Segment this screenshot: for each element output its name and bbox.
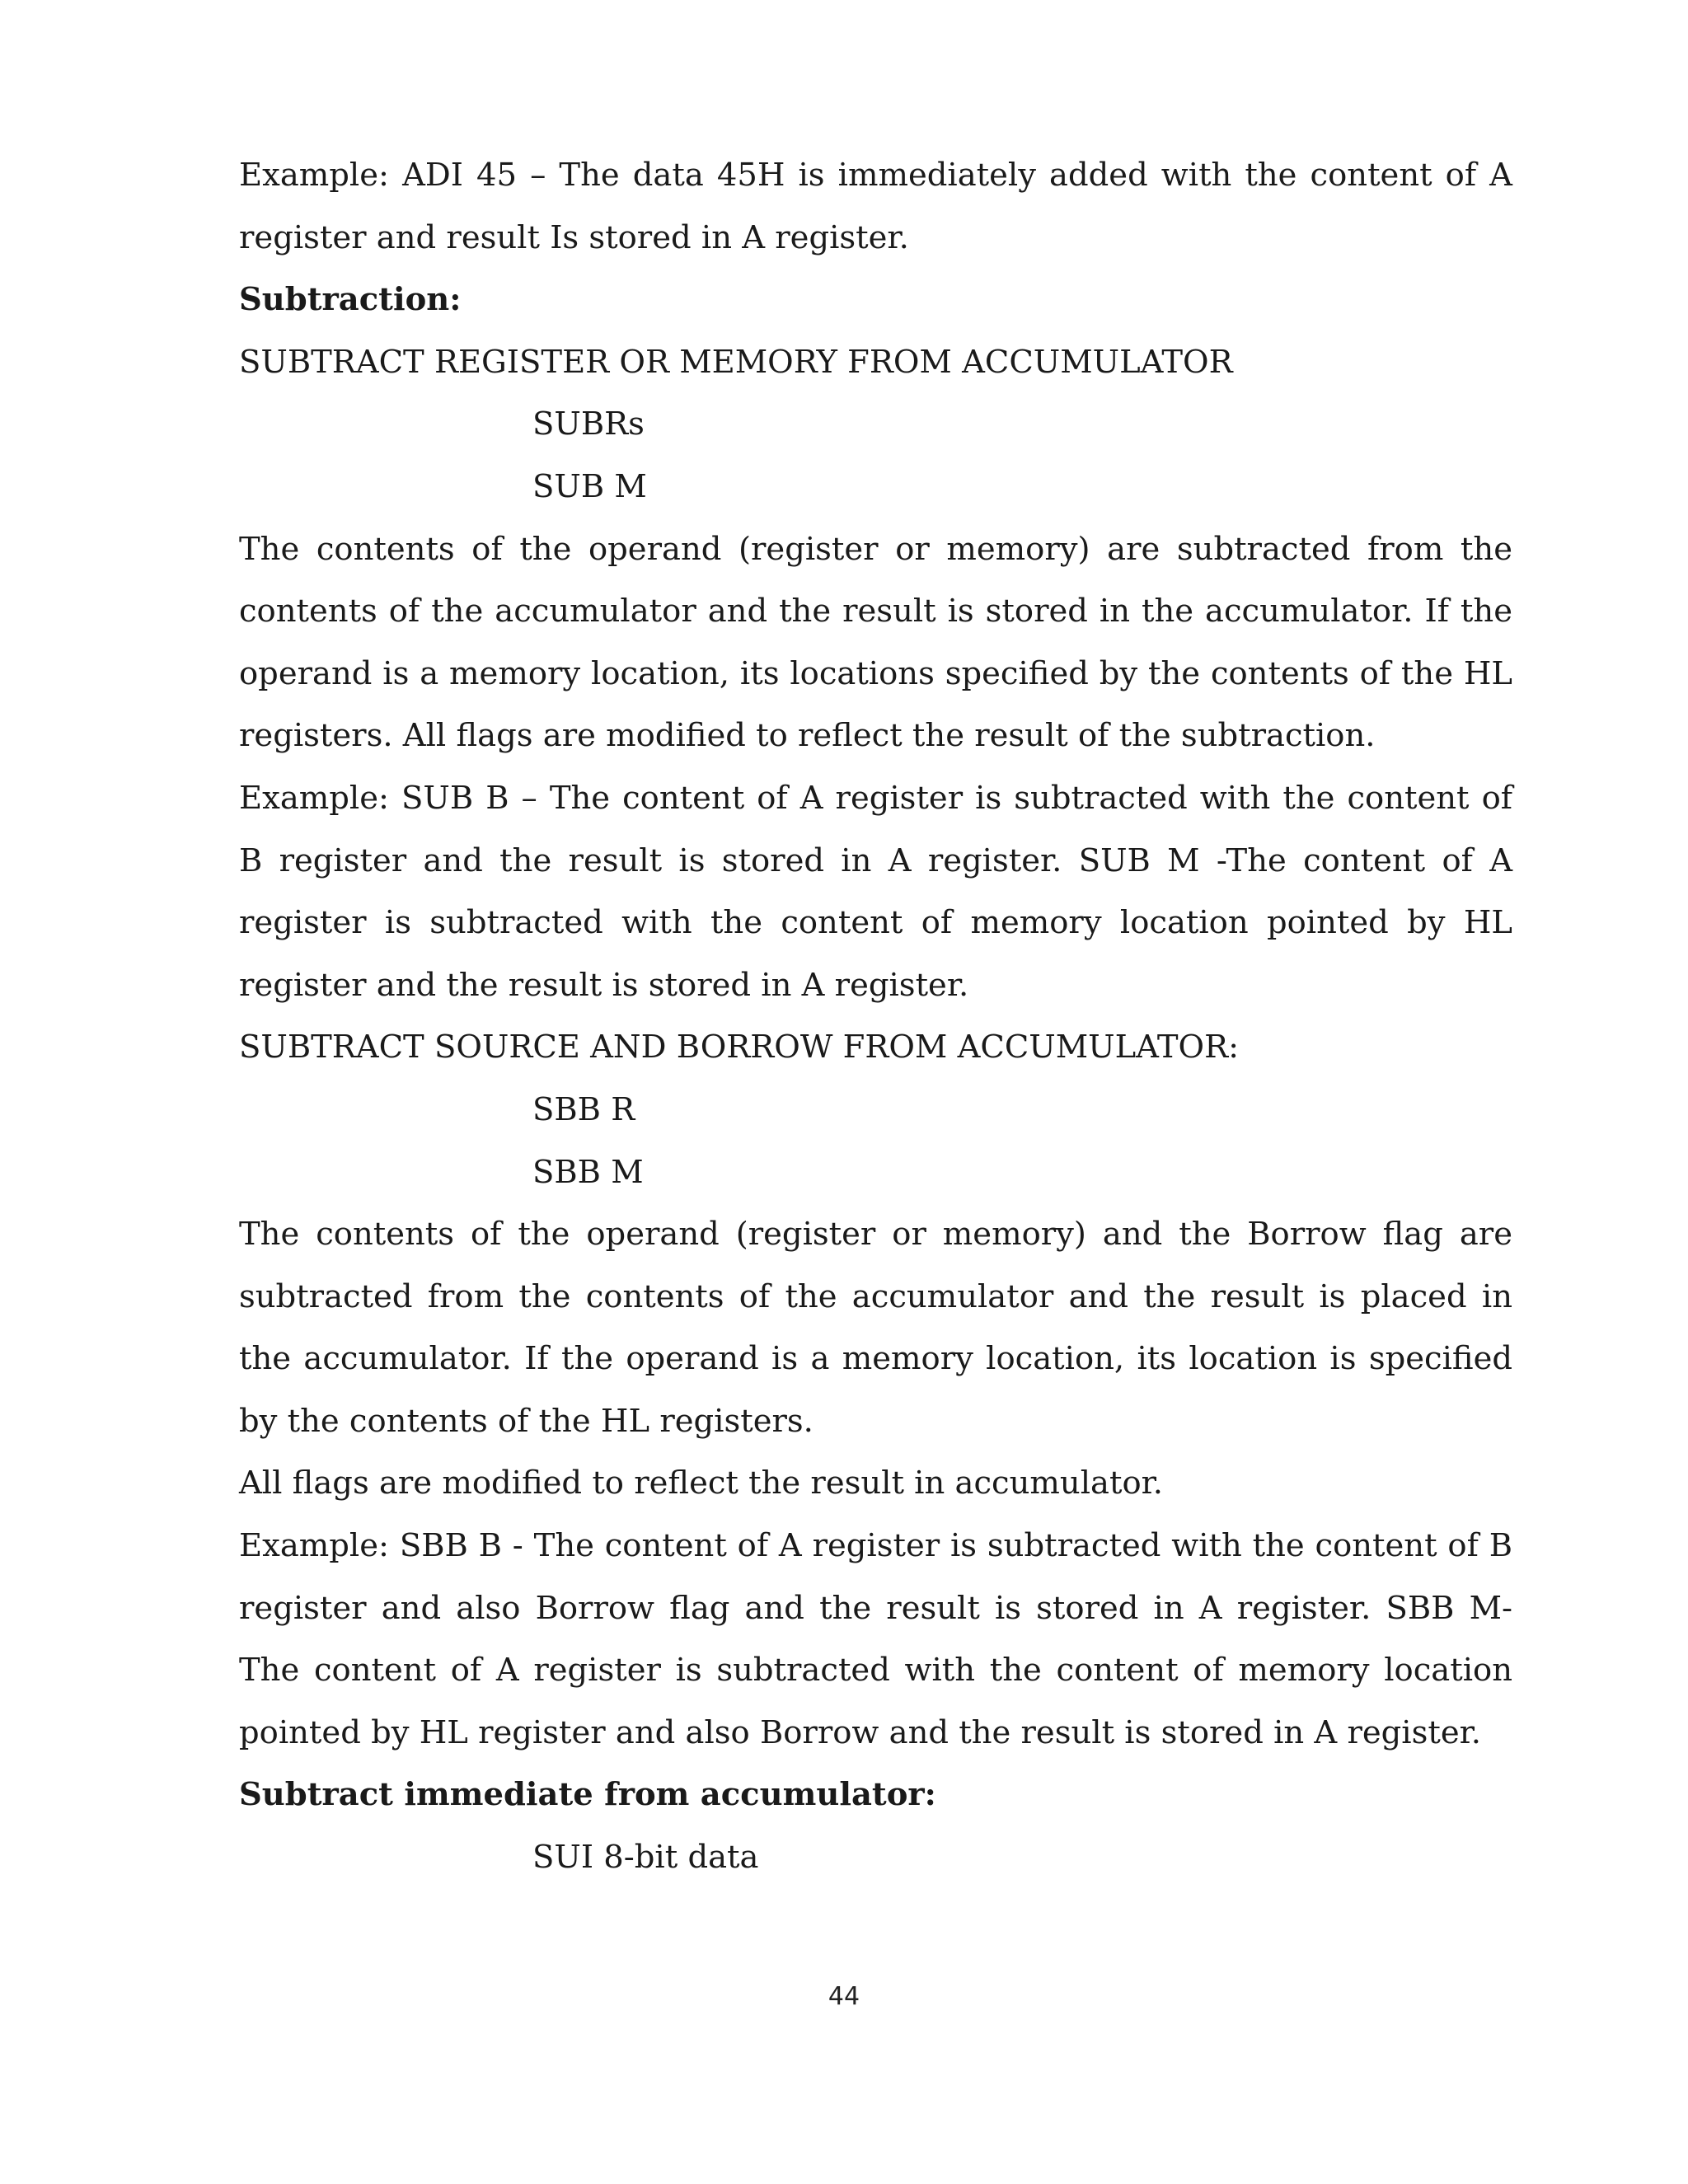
sub-description-paragraph: The contents of the operand (register or memory) are subtracted from the contents of the accumulator and the result is stored in the accumulator. If the operand is a memory location, its locations specified by the contents of the HL registers. All flags are modified to reflect the result of the subtraction.: [239, 530, 1512, 755]
subtraction-heading: Subtraction:: [239, 281, 462, 319]
sub-m-instruction: SUB M: [532, 467, 647, 505]
sub-section-title: SUBTRACT REGISTER OR MEMORY FROM ACCUMULATOR: [239, 343, 1233, 381]
sbb-section-title: SUBTRACT SOURCE AND BORROW FROM ACCUMULATOR:: [239, 1029, 1240, 1066]
sbb-m-instruction: SBB M: [532, 1153, 644, 1191]
page-number: 44: [828, 1982, 860, 2011]
sbb-flags-note: All flags are modified to reflect the result in accumulator.: [239, 1465, 1164, 1502]
sbb-description-paragraph: The contents of the operand (register or memory) and the Borrow flag are subtracted from the contents of the accumulator and the result is placed in the accumulator. If the operand is a memory location, its location is specified by the contents of the HL registers.: [239, 1216, 1512, 1440]
sui-instruction: SUI 8-bit data: [532, 1839, 759, 1877]
sui-heading: Subtract immediate from accumulator:: [239, 1776, 936, 1814]
sbb-r-instruction: SBB R: [532, 1090, 635, 1128]
sub-example-paragraph: Example: SUB B – The content of A register is subtracted with the content of B register and the result is stored in A register. SUB M -The content of A register is subtracted with the content of memory location pointed by HL register and the result is stored in A register.: [239, 779, 1512, 1004]
sub-r-instruction: SUBRs: [532, 405, 645, 443]
adi-example-paragraph: Example: ADI 45 – The data 45H is immediately added with the content of A register and result Is stored in A register.: [239, 157, 1512, 256]
page-body: [239, 144, 1512, 1889]
sbb-example-paragraph: Example: SBB B - The content of A register is subtracted with the content of B register and also Borrow flag and the result is stored in A register. SBB M- The content of A register is subtracted with the content of memory location pointed by HL register and also Borrow and the result is stored in A register.: [239, 1527, 1512, 1751]
